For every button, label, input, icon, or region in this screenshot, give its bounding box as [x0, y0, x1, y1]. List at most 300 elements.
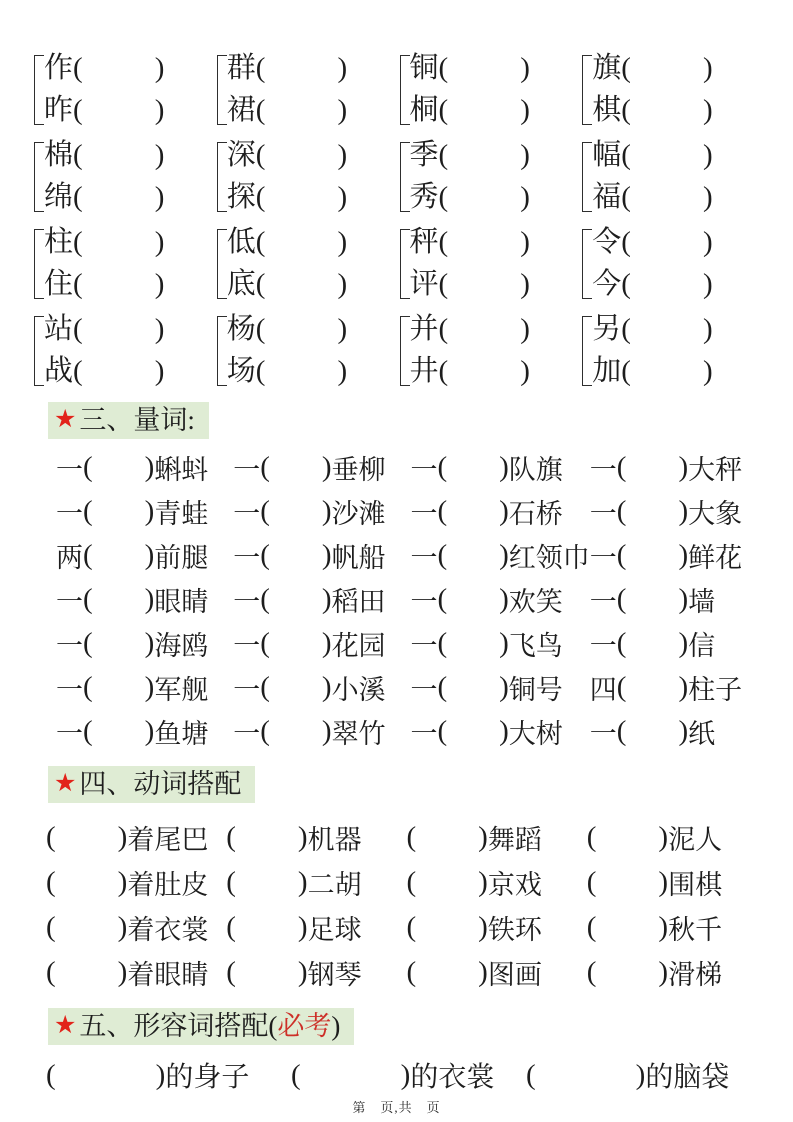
close-paren: ) [321, 670, 332, 703]
pair-bracket-icon [582, 142, 592, 212]
verb-item [407, 815, 587, 860]
close-paren: ) [154, 313, 165, 345]
pair-character: 并 [409, 313, 439, 345]
measure-noun: 大象 [688, 498, 743, 529]
verb-item [226, 815, 406, 860]
measure-noun: 纸 [688, 718, 716, 749]
pair-lines [592, 137, 765, 215]
open-paren: ( [260, 670, 270, 703]
measure-prefix: 一 [589, 498, 617, 529]
pair-line [227, 311, 400, 347]
open-paren: ( [406, 956, 417, 988]
open-paren: ( [438, 94, 449, 126]
verb-object: 秋千 [668, 915, 723, 945]
verbs-grid [46, 815, 767, 995]
pair-line [44, 224, 217, 260]
pair-character: 底 [226, 268, 256, 300]
pair-lines [410, 50, 583, 128]
open-paren: ( [621, 94, 631, 126]
measure-noun: 柱子 [688, 674, 743, 705]
section-title-adjectives-prefix: 五、形容词搭配( [79, 1011, 278, 1041]
open-paren: ( [83, 494, 93, 527]
pair-character: 战 [44, 355, 74, 387]
pair-bracket-icon [217, 142, 227, 212]
measure-prefix: 一 [56, 630, 83, 661]
word-pair [400, 311, 583, 389]
measure-noun: 铜号 [508, 674, 563, 705]
close-paren: ) [337, 313, 348, 345]
verb-item [407, 860, 587, 905]
open-paren: ( [437, 670, 448, 703]
pair-bracket-icon [217, 316, 227, 386]
open-paren: ( [255, 94, 266, 126]
star-icon: ★ [54, 406, 77, 433]
verb-item [407, 950, 587, 995]
close-paren: ) [678, 714, 689, 747]
measure-noun: 青蛙 [154, 498, 209, 529]
close-paren: ) [400, 1058, 411, 1091]
measure-word-item [410, 445, 589, 489]
adjective-noun: 的衣裳 [410, 1062, 495, 1093]
close-paren: ) [321, 450, 332, 483]
close-paren: ) [702, 355, 713, 387]
pair-line [410, 311, 583, 347]
pair-line [592, 50, 765, 86]
word-pair [400, 137, 583, 215]
adjective-item [291, 1053, 526, 1097]
close-paren: ) [702, 313, 713, 345]
pair-bracket-icon [217, 229, 227, 299]
measure-prefix: 一 [233, 674, 261, 705]
pair-line [592, 179, 765, 215]
close-paren: ) [297, 866, 308, 898]
pair-bracket-icon [400, 229, 410, 299]
adjectives-grid [46, 1053, 767, 1097]
pair-line [44, 353, 217, 389]
close-paren: ) [499, 582, 509, 615]
measure-prefix: 一 [233, 630, 261, 661]
open-paren: ( [437, 626, 448, 659]
measure-noun: 欢笑 [508, 586, 563, 617]
verb-object: 着眼睛 [127, 960, 209, 990]
measure-prefix: 一 [233, 542, 261, 573]
open-paren: ( [73, 181, 83, 213]
measure-word-item [233, 445, 410, 489]
word-pair [582, 224, 765, 302]
measure-prefix: 一 [410, 630, 438, 661]
word-pair [217, 224, 400, 302]
measure-prefix: 一 [410, 586, 438, 617]
pair-bracket-icon [34, 142, 44, 212]
verb-item [407, 905, 587, 950]
measure-noun: 鱼塘 [154, 718, 209, 749]
pair-line [44, 266, 217, 302]
pair-lines [227, 224, 400, 302]
measure-prefix: 一 [589, 630, 617, 661]
pair-character: 另 [592, 313, 622, 345]
pair-bracket-icon [582, 316, 592, 386]
pair-line [227, 179, 400, 215]
measure-word-item [56, 577, 233, 621]
measure-noun: 沙滩 [331, 498, 386, 529]
pair-bracket-icon [34, 55, 44, 125]
open-paren: ( [616, 626, 627, 659]
close-paren: ) [478, 911, 488, 943]
open-paren: ( [438, 355, 449, 387]
close-paren: ) [702, 268, 713, 300]
verb-item [226, 905, 406, 950]
close-paren: ) [337, 226, 348, 258]
measure-word-item [56, 709, 233, 753]
pair-character: 福 [592, 181, 622, 213]
verb-item [46, 905, 226, 950]
measure-word-item [56, 489, 233, 533]
open-paren: ( [255, 355, 266, 387]
measure-noun: 红领巾 [508, 542, 590, 573]
close-paren: ) [678, 450, 689, 483]
word-pair [582, 137, 765, 215]
word-pair [34, 50, 217, 128]
pair-line [44, 311, 217, 347]
close-paren: ) [144, 714, 155, 747]
measure-prefix: 一 [589, 718, 617, 749]
open-paren: ( [73, 94, 83, 126]
word-pair [400, 224, 583, 302]
pair-lines [227, 311, 400, 389]
close-paren: ) [702, 94, 713, 126]
close-paren: ) [678, 538, 689, 571]
open-paren: ( [616, 714, 627, 747]
open-paren: ( [616, 494, 627, 527]
pair-character: 柱 [44, 226, 74, 258]
open-paren: ( [83, 450, 93, 483]
pair-character: 低 [226, 226, 256, 258]
word-pair [217, 137, 400, 215]
pair-line [592, 224, 765, 260]
measure-words-grid [56, 445, 767, 753]
close-paren: ) [678, 670, 689, 703]
open-paren: ( [437, 538, 448, 571]
measure-noun: 前腿 [154, 542, 209, 573]
open-paren: ( [260, 626, 270, 659]
close-paren: ) [297, 821, 308, 853]
measure-word-item [590, 533, 767, 577]
close-paren: ) [702, 181, 713, 213]
measure-word-item [56, 621, 233, 665]
open-paren: ( [616, 538, 627, 571]
pair-character: 探 [226, 181, 256, 213]
pair-bracket-icon [400, 316, 410, 386]
pair-character: 棉 [44, 139, 74, 171]
open-paren: ( [46, 866, 56, 898]
measure-prefix: 一 [410, 454, 438, 485]
close-paren: ) [154, 52, 165, 84]
section-header-measure-words [48, 402, 209, 439]
close-paren: ) [297, 911, 308, 943]
close-paren: ) [499, 538, 509, 571]
close-paren: ) [117, 911, 128, 943]
pair-lines [410, 137, 583, 215]
close-paren: ) [635, 1058, 646, 1091]
close-paren: ) [154, 181, 165, 213]
word-pair [217, 50, 400, 128]
close-paren: ) [297, 956, 308, 988]
pair-bracket-icon [400, 55, 410, 125]
word-pair [400, 50, 583, 128]
open-paren: ( [616, 582, 627, 615]
measure-prefix: 一 [233, 718, 261, 749]
measure-word-item [410, 577, 589, 621]
close-paren: ) [144, 538, 155, 571]
measure-prefix: 一 [233, 498, 261, 529]
pair-line [592, 353, 765, 389]
close-paren: ) [154, 94, 165, 126]
open-paren: ( [406, 911, 417, 943]
open-paren: ( [83, 670, 93, 703]
measure-word-item [590, 489, 767, 533]
measure-word-item [233, 621, 410, 665]
measure-word-item [410, 489, 589, 533]
close-paren: ) [702, 52, 713, 84]
pair-line [227, 353, 400, 389]
adjective-item [46, 1053, 291, 1097]
verb-item [46, 950, 226, 995]
measure-noun: 大树 [508, 718, 563, 749]
section-title-adjectives-suffix: ) [331, 1011, 341, 1041]
open-paren: ( [586, 821, 597, 853]
open-paren: ( [260, 450, 270, 483]
measure-noun: 军舰 [154, 674, 209, 705]
pair-character: 群 [226, 52, 256, 84]
measure-prefix: 一 [233, 454, 261, 485]
measure-word-item [410, 709, 589, 753]
close-paren: ) [144, 450, 155, 483]
close-paren: ) [144, 582, 155, 615]
pair-character: 昨 [44, 94, 74, 126]
pair-line [410, 266, 583, 302]
measure-prefix: 一 [410, 498, 438, 529]
pair-lines [592, 224, 765, 302]
word-pair [34, 137, 217, 215]
close-paren: ) [678, 626, 689, 659]
pair-line [44, 179, 217, 215]
measure-prefix: 一 [56, 454, 83, 485]
close-paren: ) [658, 911, 669, 943]
measure-word-item [56, 533, 233, 577]
verb-object: 机器 [307, 825, 362, 855]
open-paren: ( [83, 714, 93, 747]
adjective-noun: 的身子 [165, 1062, 250, 1093]
measure-noun: 石桥 [508, 498, 563, 529]
close-paren: ) [520, 355, 530, 387]
measure-noun: 稻田 [331, 586, 386, 617]
measure-word-item [56, 665, 233, 709]
pair-character: 杨 [226, 313, 256, 345]
pair-line [410, 179, 583, 215]
measure-word-item [233, 709, 410, 753]
measure-word-item [410, 665, 589, 709]
verb-object: 滑梯 [668, 960, 723, 990]
close-paren: ) [321, 626, 332, 659]
measure-word-item [590, 577, 767, 621]
word-pair [582, 311, 765, 389]
close-paren: ) [499, 494, 509, 527]
measure-noun: 小溪 [331, 674, 386, 705]
verb-object: 足球 [307, 915, 362, 945]
measure-prefix: 一 [589, 542, 617, 573]
measure-noun: 海鸥 [154, 630, 209, 661]
measure-word-item [410, 533, 589, 577]
measure-prefix: 一 [56, 498, 83, 529]
pair-character: 季 [409, 139, 439, 171]
close-paren: ) [144, 494, 155, 527]
close-paren: ) [520, 94, 530, 126]
pair-bracket-icon [400, 142, 410, 212]
measure-prefix: 两 [56, 542, 83, 573]
section-header-verbs [48, 766, 255, 803]
verb-item [587, 905, 767, 950]
close-paren: ) [520, 226, 530, 258]
close-paren: ) [520, 313, 530, 345]
pair-character: 令 [592, 226, 622, 258]
open-paren: ( [255, 181, 266, 213]
pair-line [227, 266, 400, 302]
measure-noun: 眼睛 [154, 586, 209, 617]
verb-object: 钢琴 [307, 960, 362, 990]
star-icon: ★ [54, 770, 77, 797]
open-paren: ( [73, 226, 83, 258]
open-paren: ( [260, 714, 270, 747]
pair-character: 住 [44, 268, 74, 300]
pair-line [44, 137, 217, 173]
open-paren: ( [586, 866, 597, 898]
measure-word-item [590, 445, 767, 489]
close-paren: ) [658, 821, 669, 853]
open-paren: ( [291, 1058, 301, 1091]
close-paren: ) [499, 626, 509, 659]
open-paren: ( [255, 268, 266, 300]
open-paren: ( [621, 313, 631, 345]
open-paren: ( [260, 582, 270, 615]
measure-noun: 帆船 [331, 542, 386, 573]
pair-lines [592, 311, 765, 389]
pair-bracket-icon [582, 229, 592, 299]
close-paren: ) [520, 268, 530, 300]
pair-lines [44, 50, 217, 128]
pair-line [410, 50, 583, 86]
measure-noun: 翠竹 [331, 718, 386, 749]
close-paren: ) [337, 94, 348, 126]
close-paren: ) [321, 494, 332, 527]
pair-line [410, 224, 583, 260]
open-paren: ( [46, 956, 56, 988]
measure-word-item [233, 665, 410, 709]
verb-object: 着尾巴 [127, 825, 209, 855]
close-paren: ) [702, 226, 713, 258]
pair-bracket-icon [582, 55, 592, 125]
open-paren: ( [73, 355, 83, 387]
word-pair [217, 311, 400, 389]
measure-prefix: 一 [589, 454, 617, 485]
open-paren: ( [83, 582, 93, 615]
open-paren: ( [226, 956, 236, 988]
pair-character: 深 [226, 139, 256, 171]
close-paren: ) [478, 866, 488, 898]
word-pairs-grid [34, 50, 765, 389]
close-paren: ) [144, 670, 155, 703]
pair-lines [44, 311, 217, 389]
verb-item [587, 860, 767, 905]
open-paren: ( [621, 139, 631, 171]
verb-object: 围棋 [668, 870, 723, 900]
open-paren: ( [260, 494, 270, 527]
must-test-badge: 必考 [277, 1011, 332, 1041]
close-paren: ) [154, 268, 165, 300]
open-paren: ( [83, 538, 93, 571]
open-paren: ( [438, 181, 449, 213]
open-paren: ( [621, 181, 631, 213]
measure-noun: 鲜花 [688, 542, 743, 573]
pair-lines [44, 137, 217, 215]
word-pair [582, 50, 765, 128]
close-paren: ) [144, 626, 155, 659]
word-pair [34, 224, 217, 302]
measure-prefix: 一 [410, 542, 438, 573]
open-paren: ( [438, 139, 449, 171]
open-paren: ( [437, 714, 448, 747]
verb-object: 舞蹈 [487, 825, 542, 855]
open-paren: ( [406, 866, 417, 898]
pair-character: 井 [409, 355, 439, 387]
measure-noun: 飞鸟 [508, 630, 563, 661]
measure-noun: 墙 [688, 586, 716, 617]
close-paren: ) [499, 670, 509, 703]
open-paren: ( [437, 450, 448, 483]
pair-line [410, 92, 583, 128]
close-paren: ) [337, 139, 348, 171]
pair-line [227, 50, 400, 86]
pair-character: 裙 [226, 94, 256, 126]
open-paren: ( [226, 866, 236, 898]
pair-line [592, 92, 765, 128]
close-paren: ) [478, 821, 488, 853]
pair-character: 作 [44, 52, 74, 84]
pair-line [410, 353, 583, 389]
pair-line [592, 311, 765, 347]
pair-lines [44, 224, 217, 302]
verb-item [226, 950, 406, 995]
close-paren: ) [321, 714, 332, 747]
measure-noun: 信 [688, 630, 716, 661]
open-paren: ( [621, 52, 631, 84]
measure-noun: 队旗 [508, 454, 563, 485]
pair-line [410, 137, 583, 173]
verb-object: 图画 [487, 960, 542, 990]
close-paren: ) [321, 582, 332, 615]
close-paren: ) [520, 52, 530, 84]
measure-word-item [590, 621, 767, 665]
measure-word-item [233, 489, 410, 533]
close-paren: ) [658, 956, 669, 988]
open-paren: ( [226, 911, 236, 943]
close-paren: ) [337, 52, 348, 84]
verb-object: 京戏 [487, 870, 542, 900]
open-paren: ( [526, 1058, 536, 1091]
open-paren: ( [46, 911, 56, 943]
open-paren: ( [438, 268, 449, 300]
open-paren: ( [621, 355, 631, 387]
pair-character: 旗 [592, 52, 622, 84]
